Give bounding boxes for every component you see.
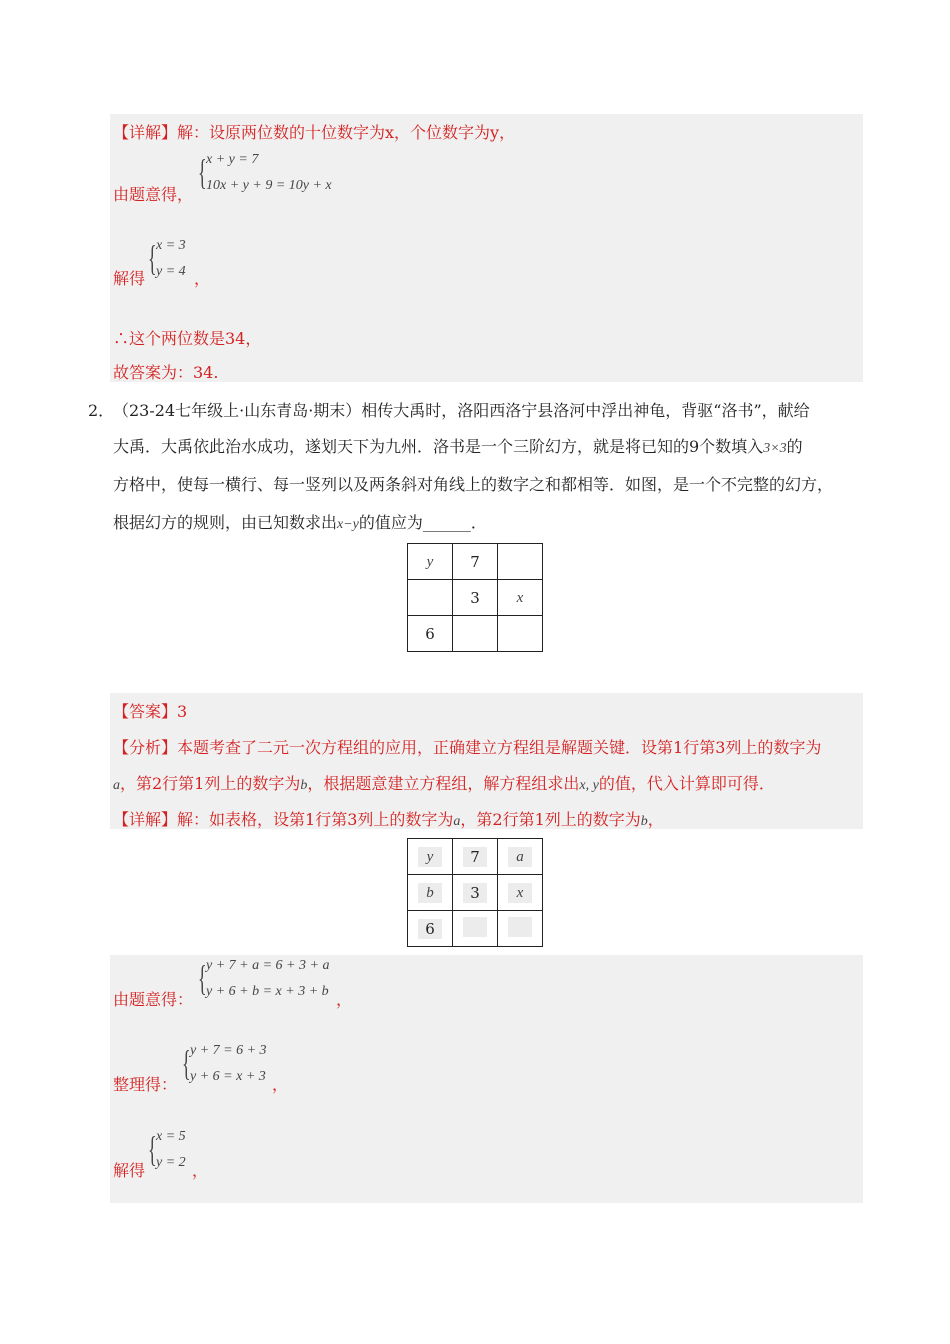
therefore-line: ∴这个两位数是34， — [113, 329, 262, 348]
detail-line — [113, 120, 515, 143]
analysis-line-1: 【分析】本题考查了二元一次方程组的应用，正确建立方程组是解题关键．设第1行第3列上的数字为 — [113, 738, 822, 757]
organize-label: 整理得： — [113, 1075, 178, 1094]
equation-row: 10x + y + 9 = 10y + x — [206, 178, 332, 193]
grid-cell: a — [498, 839, 543, 875]
table-row — [408, 875, 543, 911]
grid-cell: 3 — [453, 875, 498, 911]
equation-row: y + 6 = x + 3 — [190, 1069, 266, 1084]
equation-system-1: { x + y = 7 10x + y + 9 = 10y + x — [198, 152, 332, 193]
grid-cell: 6 — [408, 616, 453, 652]
comma: ， — [192, 1161, 209, 1180]
question-line-2: 大禹．大禹依此治水成功，遂划天下为九州．洛书是一个三阶幻方，就是将已知的9个数填入3×3的 — [113, 437, 803, 456]
grid-cell — [453, 911, 498, 947]
by-meaning-label: 由题意得， — [113, 185, 194, 204]
equation-system-4: { y + 7 = 6 + 3 y + 6 = x + 3 — [182, 1043, 267, 1084]
grid-cell — [498, 911, 543, 947]
equation-row: y = 4 — [156, 264, 186, 279]
grid-cell: 3 — [453, 580, 498, 616]
equation-row: x = 5 — [156, 1129, 186, 1144]
grid-cell: 7 — [453, 839, 498, 875]
comma: ， — [194, 269, 211, 288]
answer-tag: 【答案】3 — [113, 702, 188, 721]
question-number: 2． — [88, 401, 115, 420]
question-line-3: 方格中，使每一横行、每一竖列以及两条斜对角线上的数字之和都相等．如图，是一个不完整的幻方， — [113, 475, 834, 494]
equation-row: x + y = 7 — [206, 152, 259, 167]
solve-label: 解得 — [113, 269, 146, 288]
question-line-1: （23-24七年级上·山东青岛·期末）相传大禹时，洛阳西洛宁县洛河中浮出神龟，背驱“洛书”，献给 — [113, 401, 810, 420]
equation-system-3: { y + 7 + a = 6 + 3 + a y + 6 + b = x + 3 + b — [198, 958, 330, 999]
grid-cell: 7 — [453, 544, 498, 580]
magic-square-question — [407, 543, 543, 652]
grid-cell: 6 — [408, 911, 453, 947]
grid-cell: y — [408, 544, 453, 580]
comma: ， — [272, 1075, 289, 1094]
table-row — [408, 580, 543, 616]
equation-row: y = 2 — [156, 1155, 186, 1170]
magic-square-solution — [407, 838, 543, 947]
table-row — [408, 544, 543, 580]
equation-row: y + 6 + b = x + 3 + b — [206, 984, 329, 999]
detail-text: 解：设原两位数的十位数字为x，个位数字为y， — [177, 123, 516, 142]
math-x-minus-y: x−y — [337, 517, 359, 532]
equation-row: x = 3 — [156, 238, 186, 253]
grid-cell — [498, 544, 543, 580]
table-row — [408, 839, 543, 875]
equation-system-2: { x = 3 y = 4 — [148, 238, 186, 279]
detail-tag: 【详解】 — [113, 123, 178, 142]
grid-cell — [453, 616, 498, 652]
solve-label-2: 解得 — [113, 1161, 146, 1180]
table-row — [408, 616, 543, 652]
equation-system-5: { x = 5 y = 2 — [148, 1129, 186, 1170]
equation-row: y + 7 + a = 6 + 3 + a — [206, 958, 330, 973]
grid-cell — [498, 616, 543, 652]
table-row — [408, 911, 543, 947]
grid-cell: x — [498, 875, 543, 911]
math-3x3: 3×3 — [763, 441, 787, 456]
question-line-4: 根据幻方的规则，由已知数求出x−y的值应为______． — [113, 513, 487, 532]
comma: ， — [336, 990, 353, 1009]
grid-cell — [408, 580, 453, 616]
grid-cell: x — [498, 580, 543, 616]
analysis-line-2: a，第2行第1列上的数字为b，根据题意建立方程组，解方程组求出x, y的值，代入计算即可得． — [113, 774, 775, 793]
detail-line-2: 【详解】解：如表格，设第1行第3列上的数字为a，第2行第1列上的数字为b， — [113, 810, 664, 829]
grid-cell: y — [408, 839, 453, 875]
equation-row: y + 7 = 6 + 3 — [190, 1043, 267, 1058]
by-meaning-label-2: 由题意得： — [113, 990, 194, 1009]
grid-cell: b — [408, 875, 453, 911]
answer-line: 故答案为：34. — [113, 363, 219, 382]
